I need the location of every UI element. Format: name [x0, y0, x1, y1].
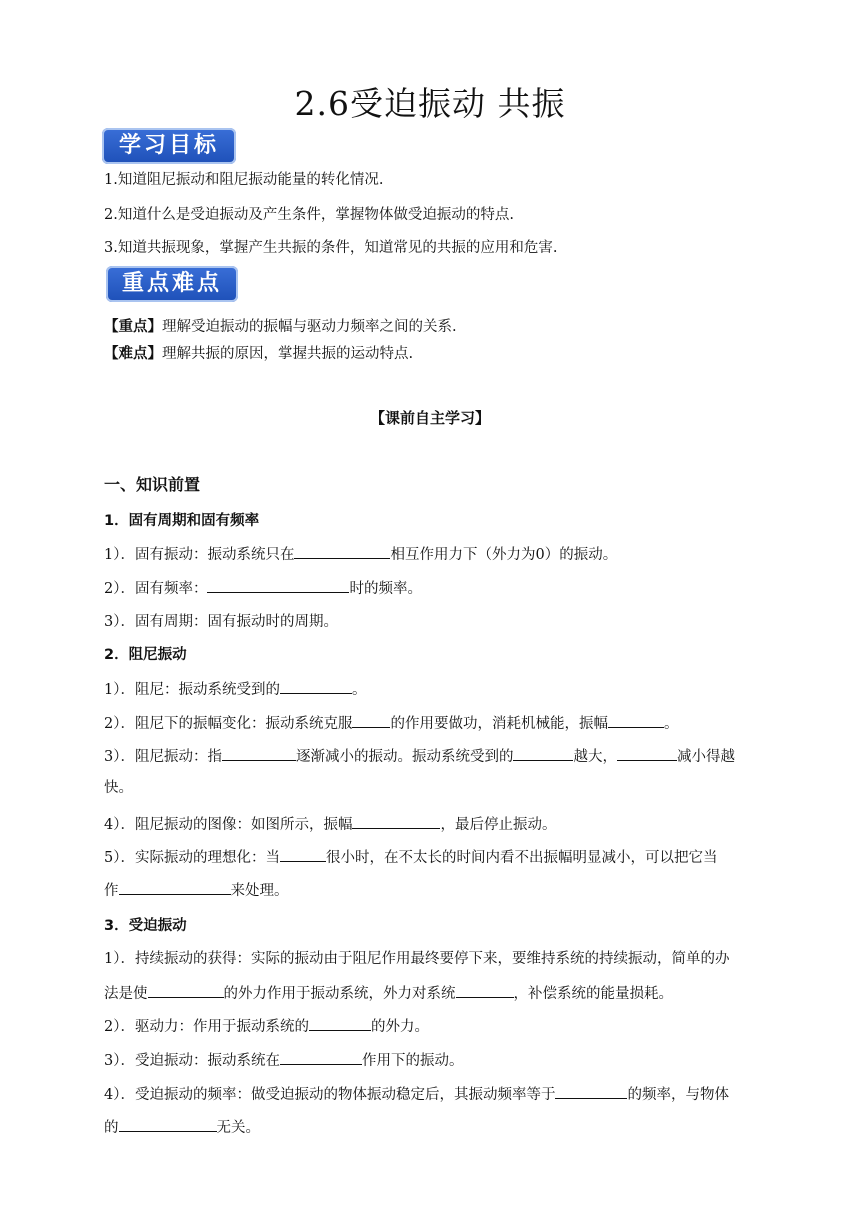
text: 减小得越: [676, 749, 735, 765]
goal-item: 1.知道阻尼振动和阻尼振动能量的转化情况.: [104, 172, 384, 188]
text: 的频率，与物体: [627, 1087, 729, 1103]
answer-blank[interactable]: [148, 983, 224, 998]
text: 4）．受迫振动的频率：做受迫振动的物体振动稳定后，其振动频率等于: [104, 1087, 556, 1103]
text: 2）．固有频率：: [104, 581, 208, 597]
answer-blank[interactable]: [222, 746, 296, 761]
fill-line: [104, 1084, 760, 1105]
answer-blank[interactable]: [555, 1084, 627, 1099]
text-line: 快。: [104, 780, 133, 796]
text: 很小时，在不太长的时间内看不出振幅明显减小，可以把它当: [325, 850, 718, 866]
text: 4）．阻尼振动的图像：如图所示，振幅: [104, 817, 353, 833]
text: 1）．阻尼：振动系统受到的: [104, 682, 280, 698]
answer-blank[interactable]: [119, 880, 231, 895]
text: ，最后停止振动。: [440, 817, 557, 833]
fill-line: [104, 679, 760, 700]
text: 3）．受迫振动：振动系统在: [104, 1053, 280, 1069]
part-heading: 一、知识前置: [104, 475, 201, 494]
page-title: 2.6受迫振动 共振: [294, 84, 566, 123]
text: 作用下的振动。: [361, 1053, 464, 1069]
answer-blank[interactable]: [119, 1117, 217, 1132]
hard-text: 理解共振的原因，掌握共振的运动特点.: [162, 346, 414, 362]
text: 越大，: [573, 749, 617, 765]
text: 法是使: [104, 986, 148, 1002]
text: 作: [104, 883, 119, 899]
answer-blank[interactable]: [617, 746, 677, 761]
answer-blank[interactable]: [294, 544, 390, 559]
text: 无关。: [216, 1120, 260, 1136]
fill-line: [104, 880, 760, 901]
answer-blank[interactable]: [352, 713, 390, 728]
answer-blank[interactable]: [207, 578, 349, 593]
fill-line: [104, 1050, 760, 1071]
text: 2）．阻尼下的振幅变化：振动系统克服: [104, 716, 353, 732]
text: 3）．阻尼振动：指: [104, 749, 222, 765]
answer-blank[interactable]: [309, 1016, 371, 1031]
learning-goals-badge: 学习目标: [102, 128, 236, 164]
answer-blank[interactable]: [280, 679, 352, 694]
text: 的外力。: [370, 1019, 429, 1035]
key-text: 理解受迫振动的振幅与驱动力频率之间的关系.: [162, 319, 457, 335]
answer-blank[interactable]: [352, 814, 440, 829]
text-line: 1）．持续振动的获得：实际的振动由于阻尼作用最终要停下来，要维持系统的持续振动，简单的办: [104, 951, 730, 967]
answer-blank[interactable]: [608, 713, 664, 728]
text: 2）．驱动力：作用于振动系统的: [104, 1019, 309, 1035]
fill-line: [104, 578, 760, 599]
text: 时的频率。: [349, 581, 422, 597]
text: 1）．固有振动：振动系统只在: [104, 547, 295, 563]
key-point-line: [104, 317, 760, 337]
subsection-heading: 2．阻尼振动: [104, 647, 187, 663]
key-points-badge: 重点难点: [106, 266, 238, 302]
answer-blank[interactable]: [280, 1050, 362, 1065]
goal-item: 2.知道什么是受迫振动及产生条件，掌握物体做受迫振动的特点.: [104, 207, 514, 223]
fill-line: [104, 814, 760, 835]
key-label: 【重点】: [104, 319, 162, 335]
hard-label: 【难点】: [104, 346, 162, 362]
fill-line: [104, 713, 760, 734]
goal-item: 3.知道共振现象，掌握产生共振的条件，知道常见的共振的应用和危害.: [104, 240, 558, 256]
answer-blank[interactable]: [280, 847, 326, 862]
fill-line: [104, 1016, 760, 1037]
fill-line: [104, 1117, 760, 1138]
text: 的: [104, 1120, 119, 1136]
text: 相互作用力下（外力为0）的振动。: [390, 547, 618, 563]
text: 的外力作用于振动系统，外力对系统: [223, 986, 456, 1002]
text: 5）．实际振动的理想化：当: [104, 850, 280, 866]
text: 。: [663, 716, 679, 732]
text: 来处理。: [230, 883, 289, 899]
section-title: 【课前自主学习】: [369, 409, 490, 427]
fill-line: [104, 544, 760, 565]
text: 的作用要做功，消耗机械能，振幅: [390, 716, 608, 732]
text: 。: [351, 682, 367, 698]
hard-point-line: [104, 344, 760, 364]
fill-line: [104, 847, 760, 868]
fill-line: [104, 746, 760, 767]
text: 逐渐减小的振动。振动系统受到的: [295, 749, 514, 765]
text: ，补偿系统的能量损耗。: [513, 986, 673, 1002]
fill-line: [104, 983, 760, 1004]
text-line: 3）．固有周期：固有振动时的周期。: [104, 614, 338, 630]
subsection-heading: 1．固有周期和固有频率: [104, 513, 260, 529]
answer-blank[interactable]: [456, 983, 514, 998]
answer-blank[interactable]: [513, 746, 573, 761]
subsection-heading: 3．受迫振动: [104, 918, 187, 934]
